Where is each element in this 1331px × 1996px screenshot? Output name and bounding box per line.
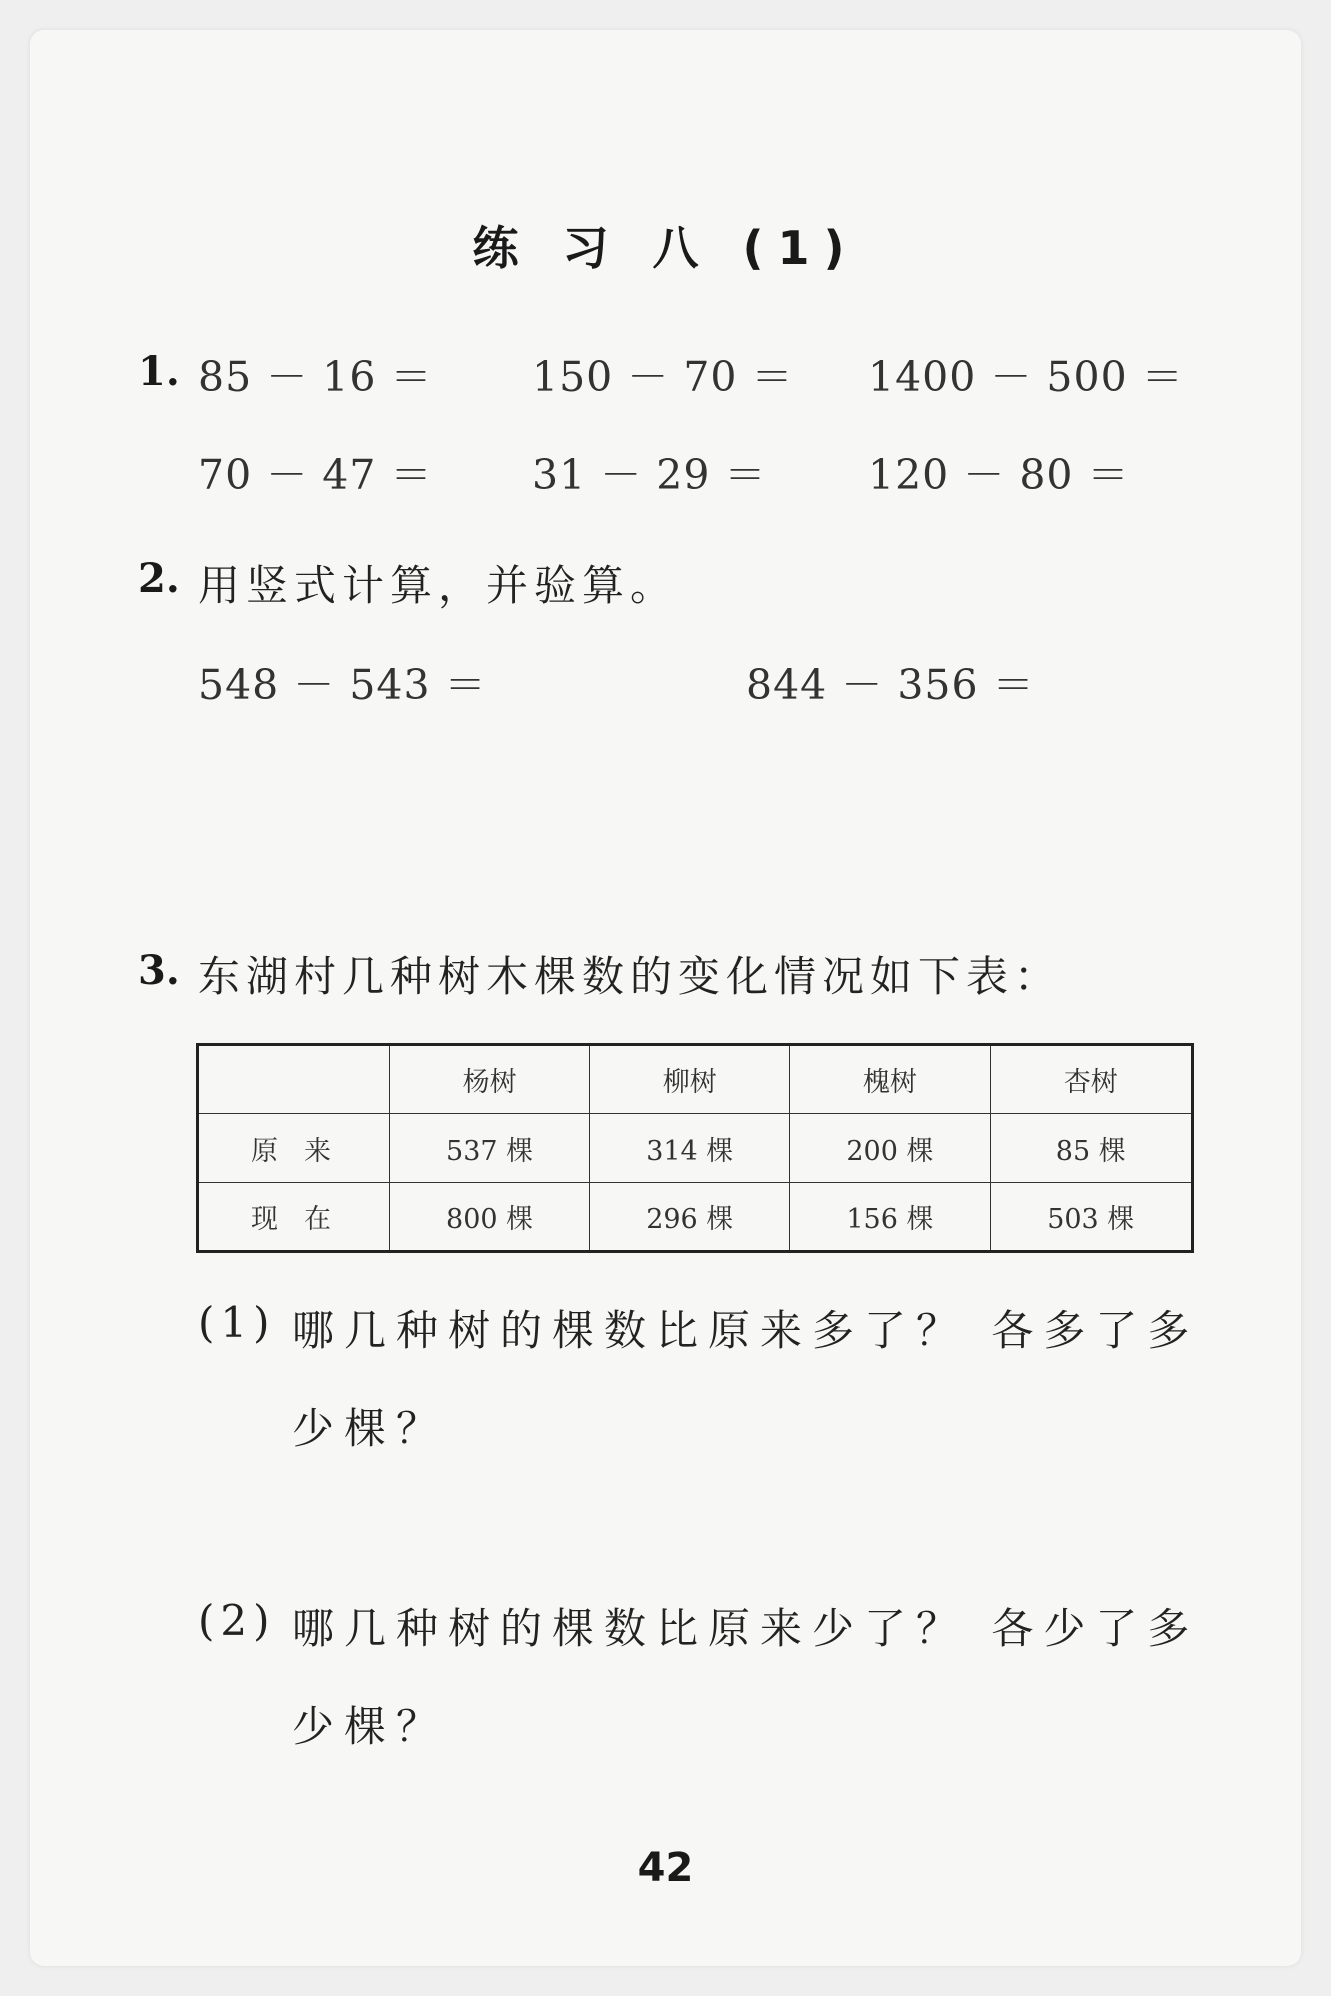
table-row-label: 现在 — [198, 1183, 390, 1252]
q3-instruction: 东湖村几种树木棵数的变化情况如下表： — [198, 952, 1063, 1001]
q3-sub2-text-cont: 少棵？ — [292, 1702, 449, 1751]
table-header-cell: 杨树 — [390, 1045, 590, 1114]
q2-instruction: 用竖式计算，并验算。 — [198, 561, 679, 610]
table-header-cell: 槐树 — [790, 1045, 990, 1114]
page-number: 42 — [637, 1845, 694, 1891]
q3-sub2-label: (2) — [198, 1596, 276, 1645]
q3-sub2-text: 哪几种树的棵数比原来少了？ 各少了多 — [292, 1604, 1200, 1653]
table-cell: 200 棵 — [790, 1114, 990, 1183]
q3-sub1-label: (1) — [198, 1298, 276, 1347]
table-cell: 800 棵 — [390, 1183, 590, 1252]
q1-equation: 1400 － 500 ＝ — [868, 353, 1184, 401]
q3-number: 3. — [138, 947, 180, 994]
q2-equation: 548 － 543 ＝ — [198, 661, 487, 709]
q2-equation: 844 － 356 ＝ — [746, 661, 1035, 709]
q1-number: 1. — [138, 348, 180, 395]
table-cell: 156 棵 — [790, 1183, 990, 1252]
q3-sub1-text: 哪几种树的棵数比原来多了？ 各多了多 — [292, 1306, 1200, 1355]
q2-number: 2. — [138, 555, 180, 602]
table-corner-cell — [198, 1045, 390, 1114]
table-row — [198, 1183, 1193, 1252]
tree-count-table — [196, 1043, 1194, 1253]
q1-equation: 120 － 80 ＝ — [868, 451, 1130, 499]
table-cell: 537 棵 — [390, 1114, 590, 1183]
table-header-cell: 柳树 — [590, 1045, 790, 1114]
q3-sub1-text-cont: 少棵？ — [292, 1404, 449, 1453]
table-cell: 296 棵 — [590, 1183, 790, 1252]
table-cell: 85 棵 — [990, 1114, 1192, 1183]
q1-equation: 85 － 16 ＝ — [198, 353, 433, 401]
table-cell: 503 棵 — [990, 1183, 1192, 1252]
q1-equation: 70 － 47 ＝ — [198, 451, 433, 499]
page-title: 练 习 八 (1) — [472, 221, 859, 275]
table-cell: 314 棵 — [590, 1114, 790, 1183]
table-header-row — [198, 1045, 1193, 1114]
q1-equation: 150 － 70 ＝ — [532, 353, 794, 401]
q1-equation: 31 － 29 ＝ — [532, 451, 767, 499]
table-header-cell: 杏树 — [990, 1045, 1192, 1114]
table-row-label: 原来 — [198, 1114, 390, 1183]
table-row — [198, 1114, 1193, 1183]
